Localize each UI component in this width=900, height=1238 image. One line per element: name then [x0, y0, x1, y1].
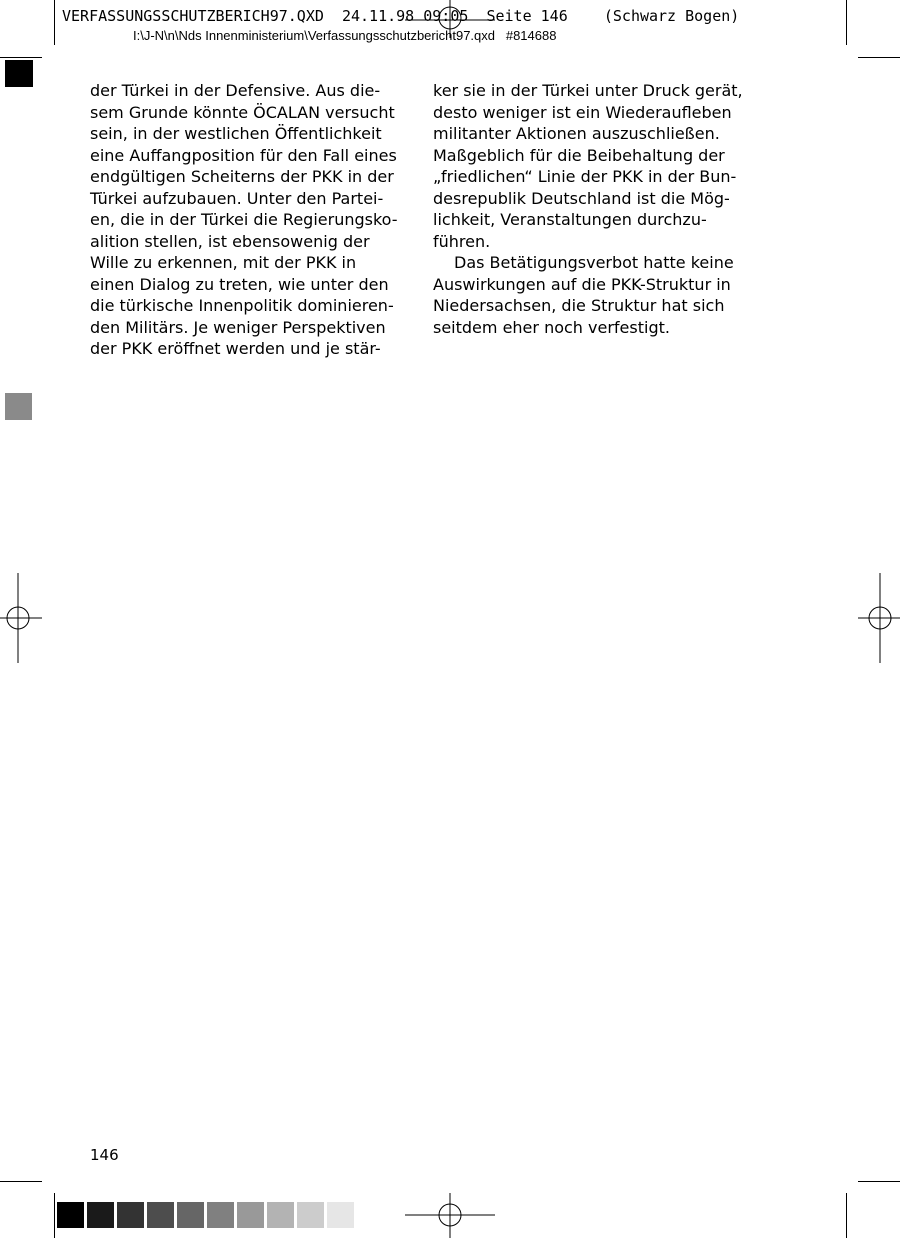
slug-line-file-info: VERFASSUNGSSCHUTZBERICH97.QXD 24.11.98 09:05 Seite 146 (Schwarz Bogen) — [62, 7, 740, 25]
text-line: Türkei aufzubauen. Unter den Partei- — [90, 188, 384, 208]
text-line: en, die in der Türkei die Regierungsko- — [90, 210, 398, 229]
text-column-left — [90, 80, 400, 360]
text-column-right — [433, 80, 743, 338]
slug-line-file-path: I:\J-N\n\Nds Innenministerium\Verfassungsschutzbericht97.qxd #814688 — [133, 28, 557, 43]
text-line: die türkische Innenpolitik dominieren- — [90, 296, 394, 315]
text-line: lichkeit, Veranstaltungen durchzu- — [433, 210, 707, 229]
text-line: Wille zu erkennen, mit der PKK in — [90, 253, 357, 272]
text-line: desto weniger ist ein Wiederaufleben — [433, 102, 732, 122]
page-number: 146 — [90, 1146, 119, 1164]
text-line: Niedersachsen, die Struktur hat sich — [433, 296, 725, 315]
text-line: Maßgeblich für die Beibehaltung der — [433, 145, 725, 165]
text-line: militanter Aktionen auszuschließen. — [433, 124, 720, 143]
text-line: sem Grunde könnte ÖCALAN versucht — [90, 102, 395, 122]
gray-swatch — [117, 1202, 144, 1228]
text-line: der Türkei in der Defensive. Aus die- — [90, 81, 381, 100]
gray-swatch — [57, 1202, 84, 1228]
text-line: „friedlichen“ Linie der PKK in der Bun- — [433, 167, 737, 186]
gray-swatch — [237, 1202, 264, 1228]
text-line: alition stellen, ist ebensowenig der — [90, 231, 370, 251]
paragraph-first-line: Das Betätigungsverbot hatte keine — [454, 253, 734, 272]
text-line: sein, in der westlichen Öffentlichkeit — [90, 124, 382, 143]
text-line: eine Auffangposition für den Fall eines — [90, 145, 397, 165]
gray-swatch — [297, 1202, 324, 1228]
text-line: den Militärs. Je weniger Perspektiven — [90, 317, 386, 337]
registration-target-left-icon — [0, 573, 42, 663]
text-line: Auswirkungen auf die PKK-Struktur in — [433, 274, 731, 294]
gray-swatch — [327, 1202, 354, 1228]
text-line: führen. — [433, 231, 491, 251]
gray-swatch — [177, 1202, 204, 1228]
gray-swatch — [87, 1202, 114, 1228]
text-line: desrepublik Deutschland ist die Mög- — [433, 188, 730, 208]
registration-target-top-icon — [405, 0, 495, 38]
text-line: der PKK eröffnet werden und je stär- — [90, 339, 381, 358]
gray-swatch — [267, 1202, 294, 1228]
text-line: seitdem eher noch verfestigt. — [433, 317, 670, 337]
text-line: ker sie in der Türkei unter Druck gerät, — [433, 81, 743, 100]
gray-swatch — [147, 1202, 174, 1228]
text-line: einen Dialog zu treten, wie unter den — [90, 274, 389, 294]
gray-swatch — [207, 1202, 234, 1228]
registration-target-right-icon — [858, 573, 900, 663]
registration-target-bottom-icon — [405, 1193, 495, 1238]
text-line: endgültigen Scheiterns der PKK in der — [90, 167, 394, 186]
